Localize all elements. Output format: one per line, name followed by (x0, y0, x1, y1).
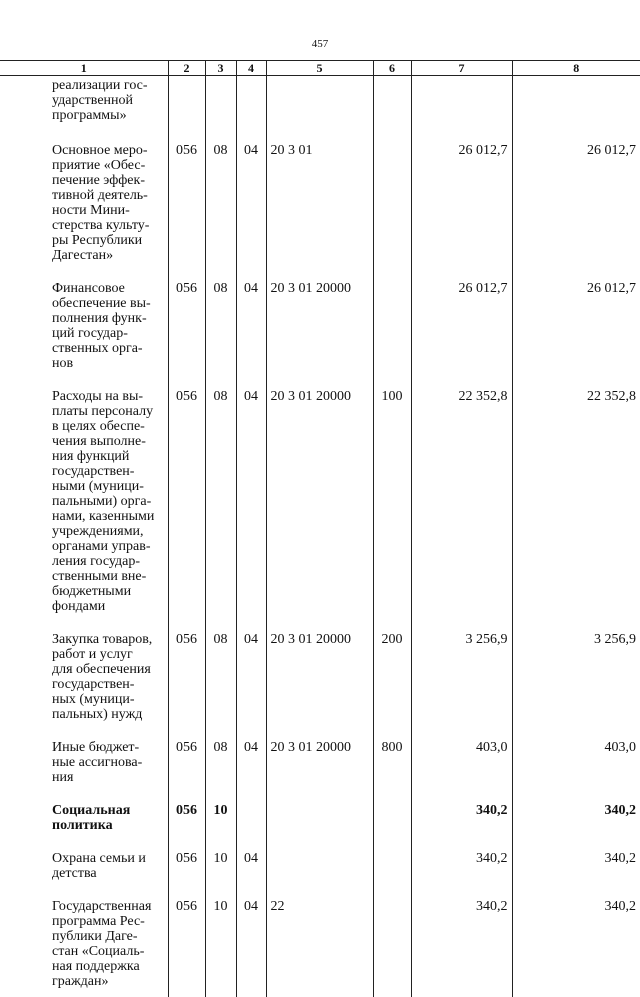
table-row (0, 899, 640, 997)
header-col-6: 6 (373, 61, 411, 76)
cell-name: реализации гос- ударственной программы» (0, 76, 168, 144)
cell-ministry-code: 056 (168, 389, 205, 632)
cell-subsection: 04 (236, 851, 266, 899)
cell-target-article (266, 851, 373, 899)
cell-name: Государственная программа Рес- публики Даге- стан «Социаль- ная поддержка граждан» (0, 899, 168, 997)
cell-section: 08 (205, 632, 236, 740)
cell-expense-type (373, 899, 411, 997)
cell-section: 10 (205, 899, 236, 997)
budget-table (0, 60, 640, 997)
cell-section: 08 (205, 389, 236, 632)
cell-amount-col8: 3 256,9 (512, 632, 640, 740)
cell-target-article: 20 3 01 (266, 143, 373, 281)
header-col-1: 1 (0, 61, 168, 76)
header-col-2: 2 (168, 61, 205, 76)
cell-ministry-code: 056 (168, 281, 205, 389)
page-number: 457 (0, 38, 640, 50)
cell-expense-type (373, 281, 411, 389)
cell-ministry-code: 056 (168, 851, 205, 899)
cell-subsection: 04 (236, 632, 266, 740)
cell-target-article: 22 (266, 899, 373, 997)
table-row (0, 851, 640, 899)
cell-ministry-code: 056 (168, 143, 205, 281)
cell-section: 08 (205, 281, 236, 389)
cell-section (205, 76, 236, 144)
cell-ministry-code: 056 (168, 740, 205, 803)
cell-amount-col7: 403,0 (411, 740, 512, 803)
cell-name: Финансовое обеспечение вы- полнения функ- ций государ- ственных орга- нов (0, 281, 168, 389)
cell-amount-col7: 26 012,7 (411, 281, 512, 389)
table-row (0, 281, 640, 389)
cell-target-article: 20 3 01 20000 (266, 389, 373, 632)
cell-expense-type (373, 76, 411, 144)
cell-section: 10 (205, 851, 236, 899)
cell-amount-col8: 26 012,7 (512, 143, 640, 281)
cell-expense-type (373, 803, 411, 851)
cell-expense-type (373, 851, 411, 899)
cell-subsection: 04 (236, 899, 266, 997)
cell-amount-col8: 340,2 (512, 899, 640, 997)
header-col-3: 3 (205, 61, 236, 76)
cell-section: 08 (205, 143, 236, 281)
cell-target-article (266, 76, 373, 144)
cell-amount-col8: 340,2 (512, 851, 640, 899)
cell-expense-type: 800 (373, 740, 411, 803)
header-col-7: 7 (411, 61, 512, 76)
table-row (0, 740, 640, 803)
cell-target-article: 20 3 01 20000 (266, 740, 373, 803)
table-header (0, 61, 640, 76)
cell-subsection (236, 76, 266, 144)
table-row (0, 143, 640, 281)
cell-name: Закупка товаров, работ и услуг для обеспечения государствен- ных (муници- пальных) нужд (0, 632, 168, 740)
cell-section: 10 (205, 803, 236, 851)
header-col-4: 4 (236, 61, 266, 76)
cell-amount-col7: 3 256,9 (411, 632, 512, 740)
cell-amount-col7: 22 352,8 (411, 389, 512, 632)
cell-name: Расходы на вы- платы персоналу в целях обеспе- чения выполне- ния функций государствен- ными (муници- пальными) орга- нами, казенными учреждениями, органами управ- ления государ- ственными вне- бюджетными фондами (0, 389, 168, 632)
header-col-8: 8 (512, 61, 640, 76)
cell-name: Охрана семьи и детства (0, 851, 168, 899)
cell-amount-col8: 22 352,8 (512, 389, 640, 632)
cell-target-article (266, 803, 373, 851)
cell-amount-col7 (411, 76, 512, 144)
cell-subsection (236, 803, 266, 851)
cell-target-article: 20 3 01 20000 (266, 281, 373, 389)
cell-ministry-code: 056 (168, 632, 205, 740)
cell-name: Социальная политика (0, 803, 168, 851)
table-row (0, 389, 640, 632)
cell-subsection: 04 (236, 143, 266, 281)
cell-subsection: 04 (236, 281, 266, 389)
cell-ministry-code: 056 (168, 803, 205, 851)
cell-name: Основное меро- приятие «Обес- печение эффек- тивной деятель- ности Мини- стерства культу- ры Республики Дагестан» (0, 143, 168, 281)
cell-name: Иные бюджет- ные ассигнова- ния (0, 740, 168, 803)
cell-amount-col7: 340,2 (411, 851, 512, 899)
header-col-5: 5 (266, 61, 373, 76)
cell-amount-col7: 340,2 (411, 899, 512, 997)
table-body (0, 76, 640, 997)
header-row (0, 61, 640, 76)
cell-amount-col8: 340,2 (512, 803, 640, 851)
cell-subsection: 04 (236, 740, 266, 803)
table-row (0, 803, 640, 851)
cell-expense-type: 200 (373, 632, 411, 740)
cell-expense-type (373, 143, 411, 281)
cell-amount-col8 (512, 76, 640, 144)
cell-section: 08 (205, 740, 236, 803)
cell-expense-type: 100 (373, 389, 411, 632)
table-row (0, 632, 640, 740)
cell-amount-col8: 26 012,7 (512, 281, 640, 389)
table-row (0, 76, 640, 144)
cell-ministry-code (168, 76, 205, 144)
cell-ministry-code: 056 (168, 899, 205, 997)
cell-target-article: 20 3 01 20000 (266, 632, 373, 740)
cell-amount-col8: 403,0 (512, 740, 640, 803)
cell-amount-col7: 340,2 (411, 803, 512, 851)
cell-subsection: 04 (236, 389, 266, 632)
cell-amount-col7: 26 012,7 (411, 143, 512, 281)
